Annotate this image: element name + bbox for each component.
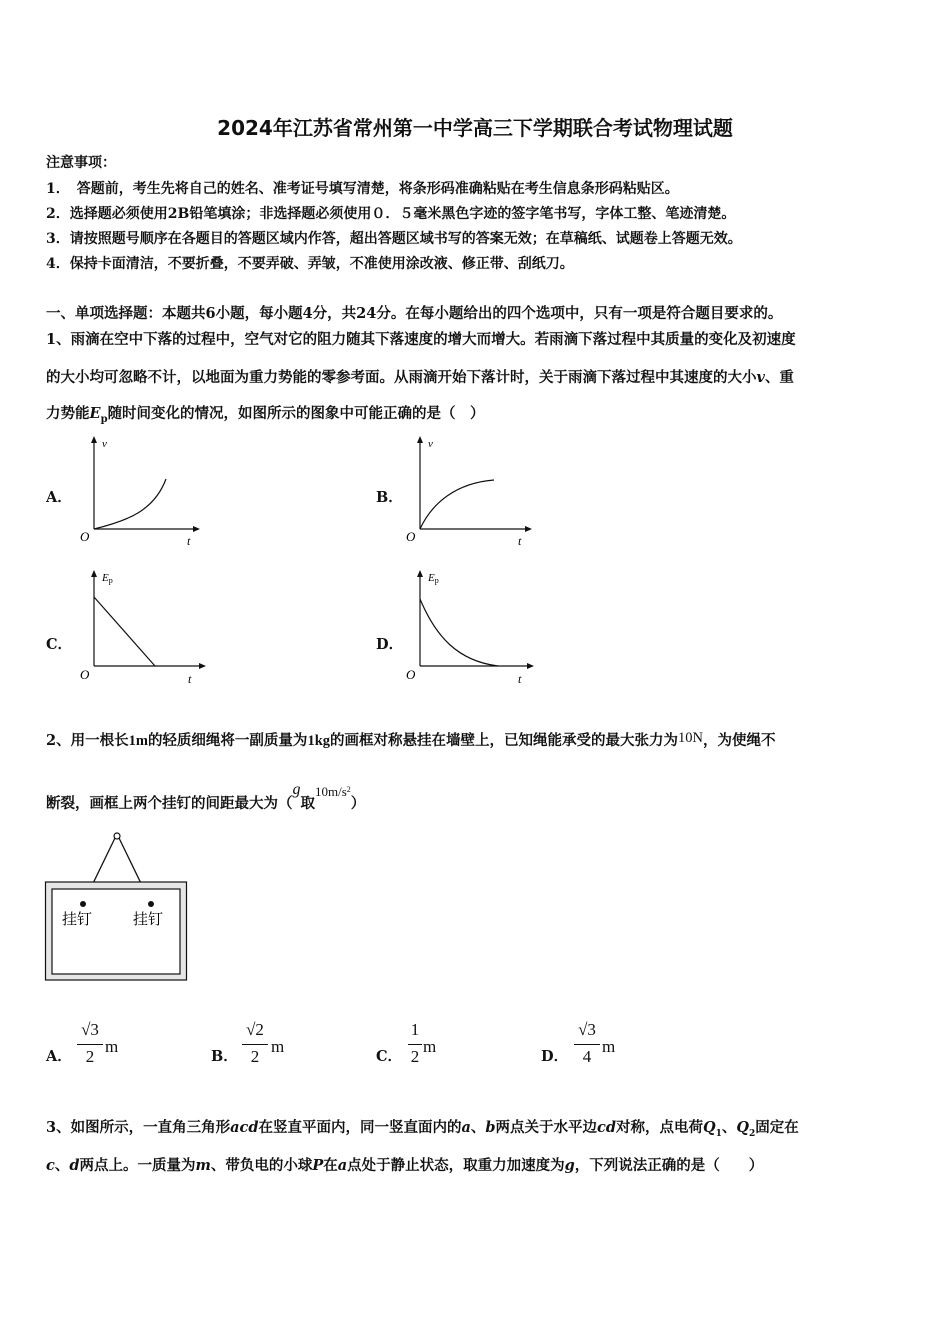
q1-d-origin: O xyxy=(406,667,416,682)
q3-line-1: 3、如图所示，一直角三角形acd在竖直平面内，同一竖直面内的a、b两点关于水平边cd对称，点电荷$Q_1$、$Q_2$固定在 xyxy=(46,1119,799,1139)
q1-c-xlabel: t xyxy=(188,672,192,686)
q1-b-ylabel: v xyxy=(428,438,433,450)
q1-a-ylabel: v xyxy=(102,438,107,450)
q1-b-origin: O xyxy=(406,529,416,544)
q1-option-d-label[interactable]: D． xyxy=(376,636,404,653)
q2-option-c-unit: m xyxy=(423,1037,437,1056)
q2-option-d-unit: m xyxy=(602,1037,616,1056)
nail-left-label: 挂钉 xyxy=(62,910,93,928)
q1-a-xlabel: t xyxy=(187,534,191,548)
q1-d-xlabel: t xyxy=(518,672,522,686)
q2-option-a-unit: m xyxy=(105,1037,119,1056)
q1-option-a-graph[interactable] xyxy=(72,433,202,551)
nail-left xyxy=(80,901,86,907)
notice-item-4: 4．保持卡面清洁，不要折叠，不要弄破、弄皱，不准使用涂改液、修正带、刮纸刀。 xyxy=(46,256,574,272)
q2-option-a-label[interactable]: A． xyxy=(46,1048,72,1065)
q1-option-a-label[interactable]: A． xyxy=(46,489,72,506)
notice-heading: 注意事项： xyxy=(46,155,116,171)
q1-option-b-label[interactable]: B． xyxy=(376,489,403,506)
q3-line-2: c、d两点上。一质量为m、带负电的小球P在a点处于静止状态，取重力加速度为g，下列说法正确的是（ ） xyxy=(46,1157,764,1174)
q1-line-3: 力势能$E_p$随时间变化的情况，如图所示的图象中可能正确的是（ ） xyxy=(46,405,485,425)
section-heading: 一、单项选择题：本题共6小题，每小题4分，共24分。在每小题给出的四个选项中，只有一项是符合题目要求的。 xyxy=(46,305,783,322)
q1-d-ylabel: Ep xyxy=(428,572,439,585)
page-title: 2024年江苏省常州第一中学高三下学期联合考试物理试题 xyxy=(217,116,733,140)
q2-line-1: 2、用一根长1m的轻质细绳将一副质量为1kg的画框对称悬挂在墙壁上，已知绳能承受的最大张力为10N，为使绳不 xyxy=(46,730,776,749)
q1-option-b-graph[interactable] xyxy=(398,433,538,551)
q1-c-ylabel: Ep xyxy=(102,572,113,585)
notice-item-1: 1． 答题前，考生先将自己的姓名、准考证号填写清楚，将条形码准确粘贴在考生信息条形码粘贴区。 xyxy=(46,181,679,197)
nail-right-label: 挂钉 xyxy=(133,910,164,928)
q2-option-b-label[interactable]: B． xyxy=(211,1048,238,1065)
q1-option-d-graph[interactable] xyxy=(398,567,540,687)
q1-line-2: 的大小均可忽略不计，以地面为重力势能的零参考面。从雨滴开始下落计时，关于雨滴下落过程中其速度的大小v、重 xyxy=(46,369,794,386)
q1-c-origin: O xyxy=(80,667,90,682)
q1-option-c-label[interactable]: C． xyxy=(46,636,73,653)
nail-right xyxy=(148,901,154,907)
q1-a-origin: O xyxy=(80,529,90,544)
q2-option-c-label[interactable]: C． xyxy=(376,1048,403,1065)
q1-b-xlabel: t xyxy=(518,534,522,548)
q1-line-1: 1、雨滴在空中下落的过程中，空气对它的阻力随其下落速度的增大而增大。若雨滴下落过程中其质量的变化及初速度 xyxy=(46,331,796,348)
frame-inner xyxy=(52,889,180,974)
q2-option-d-label[interactable]: D． xyxy=(541,1048,569,1065)
q2-option-b-unit: m xyxy=(271,1037,285,1056)
q1-option-c-graph[interactable] xyxy=(72,567,212,687)
picture-frame-figure xyxy=(44,830,190,984)
q2-line-2: 断裂，画框上两个挂钉的间距最大为（g取$10m/s^2$） xyxy=(46,781,366,812)
notice-item-3: 3．请按照题号顺序在各题目的答题区域内作答，超出答题区域书写的答案无效；在草稿纸、试题卷上答题无效。 xyxy=(46,231,742,247)
notice-item-2: 2．选择题必须使用2B铅笔填涂；非选择题必须使用０．５毫米黑色字迹的签字笔书写，字体工整、笔迹清楚。 xyxy=(46,206,736,222)
